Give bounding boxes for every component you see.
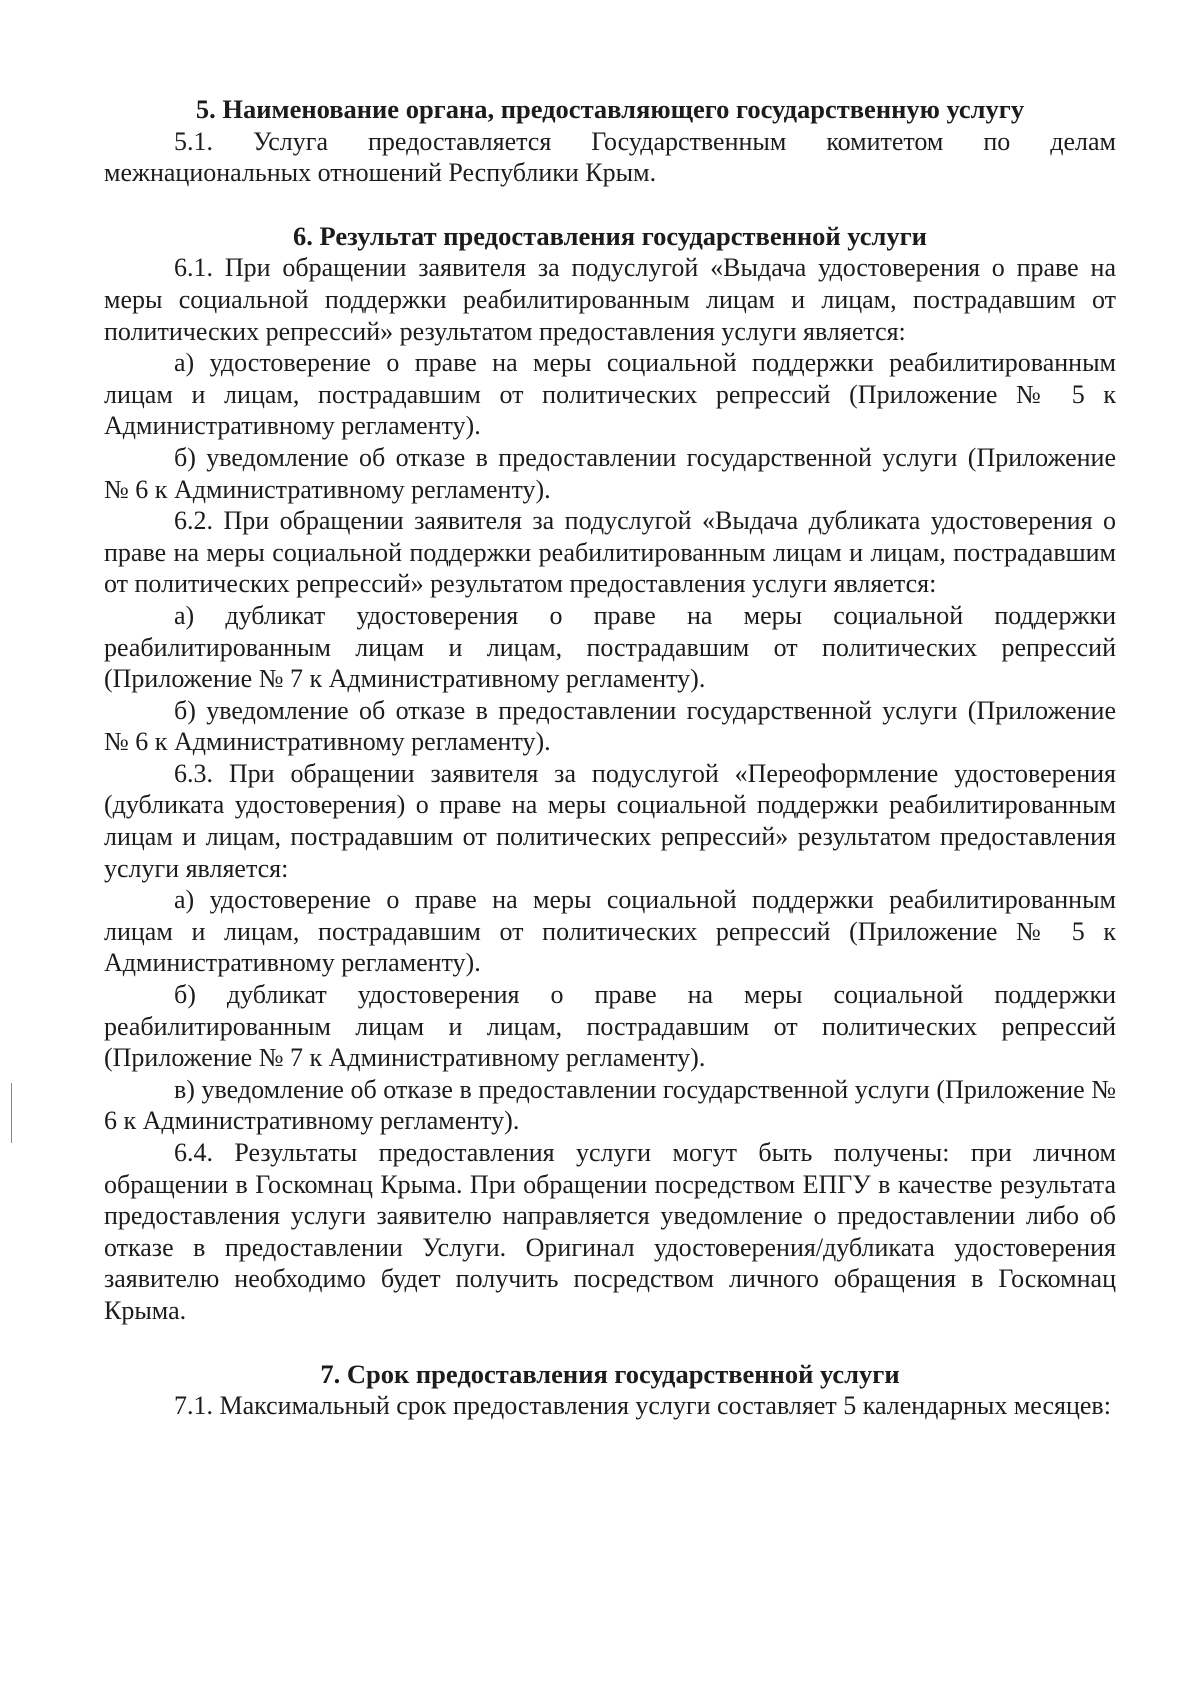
paragraph-5-1: 5.1. Услуга предоставляется Государственным комитетом по делам межнациональных отношений Республики Крым. bbox=[104, 126, 1116, 188]
paragraph-6-1: 6.1. При обращении заявителя за подуслугой «Выдача удостоверения о праве на меры социальной поддержки реабилитированным лицам и лицам, пострадавшим от политических репрессий» результатом предоставления услуги является: bbox=[104, 253, 1116, 346]
section-gap bbox=[104, 189, 1116, 221]
paragraph-6-3: 6.3. При обращении заявителя за подуслугой «Переоформление удостоверения (дубликата удостоверения) о праве на меры социальной поддержки реабилитированным лицам и лицам, пострадавшим от политических репрессий» результатом предоставления услуги является: bbox=[104, 758, 1116, 883]
paragraph-7-1: 7.1. Максимальный срок предоставления услуги составляет 5 календарных месяцев: bbox=[174, 1391, 1111, 1421]
paragraph-6-3-v: в) уведомление об отказе в предоставлении государственной услуги (Приложение № 6 к Административному регламенту). bbox=[104, 1074, 1116, 1136]
paragraph-6-3-a: а) удостоверение о праве на меры социальной поддержки реабилитированным лицам и лицам, пострадавшим от политических репрессий (Приложение № 5 к Административному регламенту). bbox=[104, 885, 1116, 978]
paragraph-6-1-b: б) уведомление об отказе в предоставлении государственной услуги (Приложение № 6 к Административному регламенту). bbox=[104, 442, 1116, 504]
section-6-heading: 6. Результат предоставления государственной услуги bbox=[293, 220, 927, 251]
section-6 bbox=[104, 221, 1116, 1327]
section-gap bbox=[104, 1327, 1116, 1359]
section-7 bbox=[104, 1359, 1116, 1422]
paragraph-6-2: 6.2. При обращении заявителя за подуслугой «Выдача дубликата удостоверения о праве на меры социальной поддержки реабилитированным лицам и лицам, пострадавшим от политических репрессий» результатом предоставления услуги является: bbox=[104, 506, 1116, 599]
section-7-heading: 7. Срок предоставления государственной услуги bbox=[320, 1358, 900, 1389]
section-5 bbox=[104, 94, 1116, 189]
scan-margin-mark bbox=[11, 1083, 12, 1143]
section-5-heading: 5. Наименование органа, предоставляющего государственную услугу bbox=[195, 94, 1025, 124]
paragraph-6-2-a: а) дубликат удостоверения о праве на меры социальной поддержки реабилитированным лицам и лицам, пострадавшим от политических репрессий (Приложение № 7 к Административному регламенту). bbox=[104, 600, 1116, 694]
paragraph-6-3-b: б) дубликат удостоверения о праве на меры социальной поддержки реабилитированным лицам и лицам, пострадавшим от политических репрессий (Приложение № 7 к Административному регламенту). bbox=[104, 980, 1116, 1073]
paragraph-6-2-b: б) уведомление об отказе в предоставлении государственной услуги (Приложение № 6 к Административному регламенту). bbox=[104, 695, 1116, 757]
paragraph-6-1-a: а) удостоверение о праве на меры социальной поддержки реабилитированным лицам и лицам, пострадавшим от политических репрессий (Приложение № 5 к Административному регламенту). bbox=[104, 348, 1116, 441]
paragraph-6-4: 6.4. Результаты предоставления услуги могут быть получены: при личном обращении в Госкомнац Крыма. При обращении посредством ЕПГУ в качестве результата предоставления услуги заявителю направляется уведомление о предоставлении либо об отказе в предоставлении Услуги. Оригинал удостоверения/дубликата удостоверения заявителю необходимо будет получить посредством личного обращения в Госкомнац Крыма. bbox=[104, 1138, 1116, 1325]
document-body bbox=[104, 94, 1116, 1422]
